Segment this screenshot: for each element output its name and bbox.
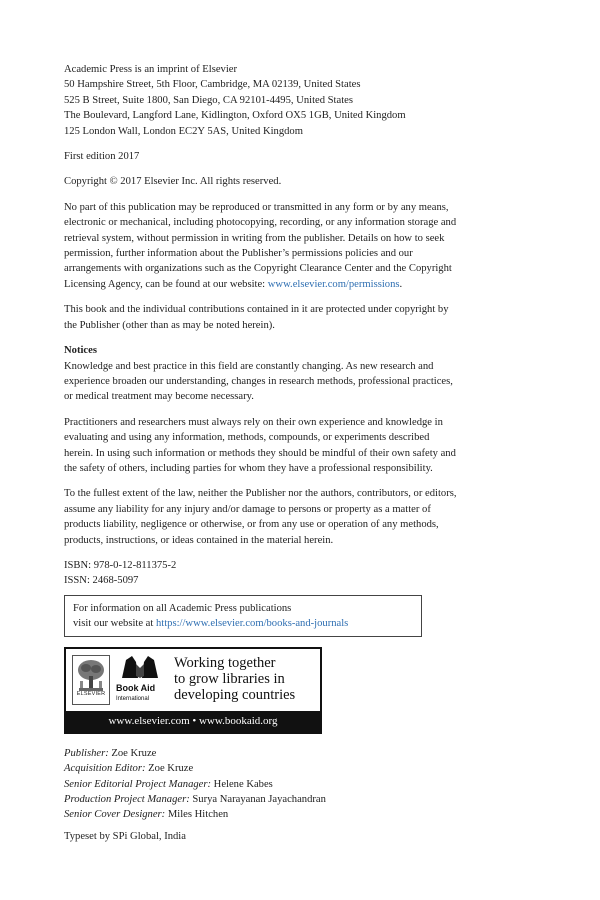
notices-p2-line: the safety of others, including parties for whom they have a professional responsibility. <box>64 462 433 474</box>
credit-row <box>64 792 520 807</box>
bookaid-banner <box>64 647 322 734</box>
books-journals-link[interactable]: https://www.elsevier.com/books-and-journals <box>155 617 349 629</box>
notices-paragraph-2 <box>64 415 520 477</box>
credit-row <box>64 746 520 761</box>
edition-text: First edition 2017 <box>64 151 140 163</box>
address-line: 50 Hampshire Street, 5th Floor, Cambridge, MA 02139, United States <box>64 79 361 91</box>
typeset-credit: Typeset by SPi Global, India <box>64 830 186 842</box>
elsevier-wordmark: ELSEVIER <box>76 691 106 698</box>
credit-name: Surya Narayanan Jayachandran <box>192 794 326 805</box>
info-box-prefix: visit our website at <box>73 617 156 629</box>
rights-last-line <box>64 277 520 292</box>
address-line: 125 London Wall, London EC2Y 5AS, United Kingdom <box>64 125 303 137</box>
notices-p3-line: To the fullest extent of the law, neither the Publisher nor the authors, contributors, or editors, <box>64 488 457 500</box>
rights-line: No part of this publication may be reproduced or transmitted in any form or by any means, <box>64 201 449 213</box>
info-box-line: For information on all Academic Press publications <box>73 602 292 614</box>
slogan-line: Working together <box>174 654 276 671</box>
credit-name: Miles Hitchen <box>167 809 229 821</box>
notices-p2-line: evaluating and using any information, methods, compounds, or experiments described <box>64 432 430 444</box>
notices-p1-line: or medical treatment may become necessary. <box>64 391 254 403</box>
rights-line: electronic or mechanical, including photocopying, recording, or any information storage and <box>64 217 457 229</box>
copyright-text: Copyright © 2017 Elsevier Inc. All rights reserved. <box>64 176 282 188</box>
credit-role: Senior Cover Designer: <box>64 809 166 821</box>
banner-top <box>66 649 320 711</box>
rights-last-suffix: . <box>399 278 403 290</box>
rights-line: retrieval system, without permission in writing from the publisher. Details on how to seek <box>64 232 445 244</box>
credits-list <box>64 746 520 823</box>
notices-p3-line: products, instructions, or ideas contained in the material herein. <box>64 534 334 546</box>
banner-footer: www.elsevier.com • www.bookaid.org <box>66 711 320 732</box>
notices-p1-line: experience broaden our understanding, changes in research methods, professional practices, <box>64 375 453 387</box>
slogan-line: to grow libraries in <box>174 670 285 687</box>
hands-book-icon <box>120 654 160 680</box>
protection-paragraph <box>64 302 520 333</box>
notices-p2-line: herein. In using such information or methods they should be mindful of their own safety and <box>64 447 456 459</box>
notices-heading: Notices <box>64 345 97 357</box>
notices-p1-line: Knowledge and best practice in this field are constantly changing. As new research and <box>64 360 434 372</box>
address-line: Academic Press is an imprint of Elsevier <box>64 64 237 75</box>
permissions-link[interactable]: www.elsevier.com/permissions <box>267 278 400 290</box>
address-line: 525 B Street, Suite 1800, San Diego, CA 92101-4495, United States <box>64 94 353 106</box>
credit-name: Zoe Kruze <box>111 747 157 759</box>
credit-role: Senior Editorial Project Manager: <box>64 778 212 790</box>
info-box-link-line <box>73 616 413 631</box>
credit-row <box>64 761 520 776</box>
isbn-text: ISBN: 978-0-12-811375-2 <box>64 559 177 571</box>
credit-role: Acquisition Editor: <box>64 763 146 775</box>
credit-role: Production Project Manager: <box>64 794 190 805</box>
issn-text: ISSN: 2468-5097 <box>64 575 139 587</box>
slogan-line: developing countries <box>174 686 296 703</box>
address-line: The Boulevard, Langford Lane, Kidlington, Oxford OX5 1GB, United Kingdom <box>64 110 406 122</box>
rights-paragraph <box>64 200 520 292</box>
credit-name: Zoe Kruze <box>148 763 194 775</box>
notices-section <box>64 343 520 405</box>
credit-row <box>64 807 520 822</box>
identifiers <box>64 558 520 589</box>
info-box <box>64 595 422 637</box>
copyright-page <box>64 62 520 844</box>
notices-p3-line: assume any liability for any injury and/or damage to persons or property as a matter of <box>64 503 431 515</box>
rights-line: permission, further information about the Publisher’s permissions policies and our <box>64 248 413 260</box>
protection-line: the Publisher (other than as may be noted herein). <box>64 319 275 331</box>
bookaid-subname: International <box>116 695 150 702</box>
notices-p2-line: Practitioners and researchers must always rely on their own experience and knowledge in <box>64 416 443 428</box>
bookaid-name: Book Aid <box>116 682 156 693</box>
notices-paragraph-3 <box>64 486 520 548</box>
banner-slogan <box>174 655 320 703</box>
credit-row <box>64 777 520 792</box>
credit-name: Helene Kabes <box>213 778 273 790</box>
protection-line: This book and the individual contributions contained in it are protected under copyright by <box>64 304 449 316</box>
rights-last-prefix: Licensing Agency, can be found at our website: <box>64 278 268 290</box>
credit-role: Publisher: <box>64 747 109 759</box>
bookaid-logo <box>116 654 164 706</box>
publisher-address-block <box>64 62 520 139</box>
elsevier-logo <box>72 655 110 705</box>
notices-p3-line: products liability, negligence or otherwise, or from any use or operation of any methods, <box>64 519 439 531</box>
rights-line: arrangements with organizations such as the Copyright Clearance Center and the Copyright <box>64 263 452 275</box>
